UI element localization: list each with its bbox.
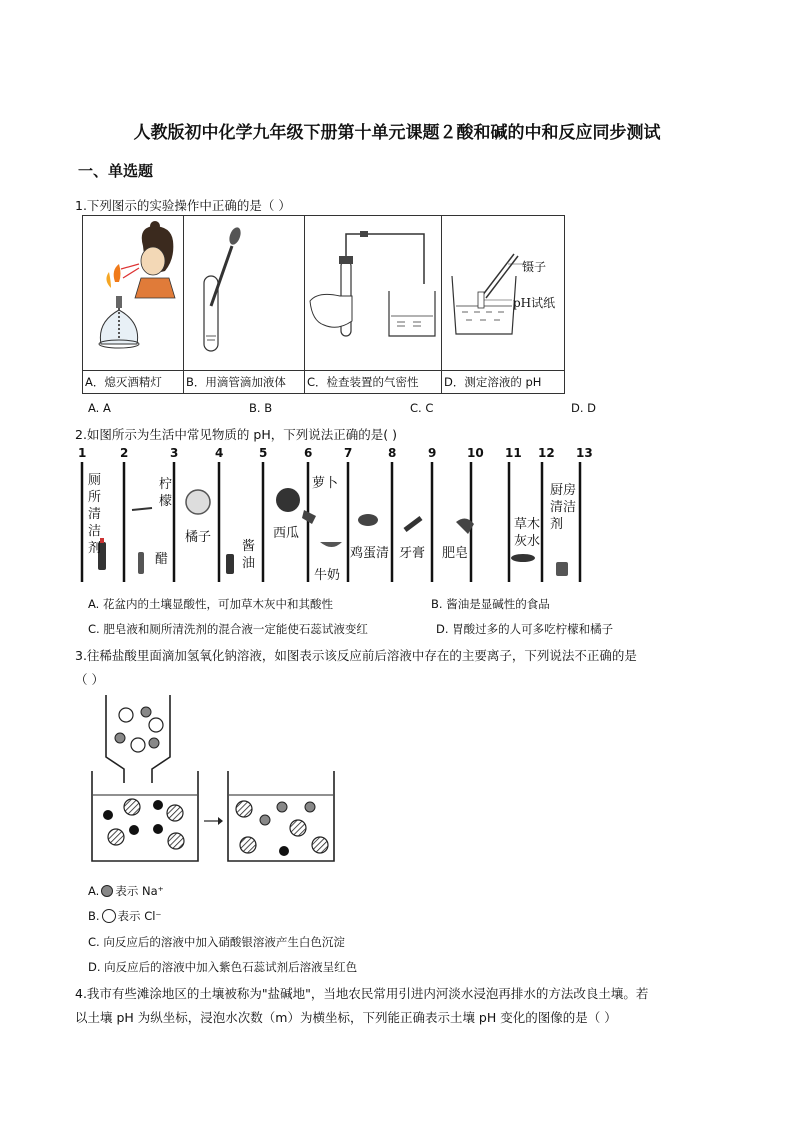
q1-option-d[interactable]: D. D bbox=[571, 401, 597, 415]
q3-option-d[interactable]: D. 向反应后的溶液中加入紫色石蕊试剂后溶液呈红色 bbox=[88, 960, 358, 974]
ph-tick: 11 bbox=[505, 446, 522, 460]
q3-stem-bracket: （ ） bbox=[75, 672, 104, 687]
ph-item-radish: 萝卜 bbox=[312, 476, 339, 491]
ph-item-kitchen-cleaner: 厨房清洁剂 bbox=[550, 483, 577, 532]
ph-item-toothpaste: 牙膏 bbox=[399, 546, 426, 561]
q2-option-b[interactable]: B. 酱油是显碱性的食品 bbox=[431, 597, 550, 611]
q1-figure-table bbox=[82, 215, 565, 394]
q3-reaction-figure bbox=[88, 695, 348, 865]
q3-stem: 3.往稀盐酸里面滴加氢氧化钠溶液，如图表示该反应前后溶液中存在的主要离子，下列说法不正确的是 bbox=[75, 648, 637, 663]
ph-tick: 4 bbox=[215, 446, 224, 460]
q3-option-c[interactable]: C. 向反应后的溶液中加入硝酸银溶液产生白色沉淀 bbox=[88, 935, 345, 949]
ph-measure-figure bbox=[442, 216, 564, 366]
q1-figure-a bbox=[83, 216, 184, 371]
ph-tick: 6 bbox=[304, 446, 313, 460]
ph-item-soy-sauce: 酱油 bbox=[242, 539, 256, 571]
ph-tick: 10 bbox=[467, 446, 484, 460]
section-heading: 一、单选题 bbox=[78, 162, 154, 180]
ph-item-lemon: 柠檬 bbox=[159, 477, 173, 509]
q1-option-c[interactable]: C. C bbox=[410, 401, 434, 415]
ph-tick: 9 bbox=[428, 446, 437, 460]
q2-option-d[interactable]: D. 胃酸过多的人可多吃柠檬和橘子 bbox=[436, 622, 614, 636]
ph-item-toilet-cleaner: 厕所清洁剂 bbox=[88, 473, 102, 556]
q2-stem: 2.如图所示为生活中常见物质的 pH，下列说法正确的是( ) bbox=[75, 427, 397, 442]
q2-ph-figure bbox=[78, 446, 598, 586]
ph-item-orange: 橘子 bbox=[185, 530, 212, 545]
q3-option-a[interactable] bbox=[88, 883, 164, 899]
dropper-tube-figure bbox=[184, 216, 304, 366]
q1-label-tweezers: 镊子 bbox=[522, 260, 547, 274]
q1-figure-b bbox=[184, 216, 305, 371]
q2-option-c[interactable]: C. 肥皂液和厕所清洗剂的混合液一定能使石蕊试液变红 bbox=[88, 622, 368, 636]
ph-tick: 12 bbox=[538, 446, 555, 460]
page-title: 人教版初中化学九年级下册第十单元课题２酸和碱的中和反应同步测试 bbox=[133, 123, 661, 143]
q1-caption-d: D．测定溶液的 pH bbox=[444, 375, 542, 389]
ph-tick: 3 bbox=[170, 446, 179, 460]
q1-figure-c bbox=[305, 216, 442, 371]
gray-circle-icon bbox=[101, 885, 113, 897]
q3-option-b-text: 表示 Cl⁻ bbox=[117, 909, 162, 923]
q2-option-a[interactable]: A. 花盆内的土壤显酸性，可加草木灰中和其酸性 bbox=[88, 597, 333, 611]
ph-tick: 8 bbox=[388, 446, 397, 460]
q3-option-b[interactable] bbox=[88, 908, 162, 924]
q1-stem: 1.下列图示的实验操作中正确的是（ ） bbox=[75, 198, 291, 213]
ph-tick: 2 bbox=[120, 446, 129, 460]
q1-label-ph-paper: pH试纸 bbox=[513, 296, 556, 310]
q1-caption-c: C．检查装置的气密性 bbox=[307, 375, 419, 389]
q3-option-b-prefix: B. bbox=[88, 909, 100, 923]
q4-stem-line1: 4.我市有些滩涂地区的土壤被称为"盐碱地"，当地农民常用引进内河淡水浸泡再排水的方法改良土壤。若 bbox=[75, 986, 649, 1001]
ph-item-watermelon: 西瓜 bbox=[273, 526, 300, 541]
q3-option-a-prefix: A. bbox=[88, 884, 100, 898]
ph-tick: 13 bbox=[576, 446, 593, 460]
q1-option-a[interactable]: A. A bbox=[88, 401, 111, 415]
ph-item-milk: 牛奶 bbox=[314, 568, 341, 583]
ph-item-plant-ash-water: 草木灰水 bbox=[514, 517, 541, 549]
q1-option-b[interactable]: B. B bbox=[249, 401, 273, 415]
alcohol-lamp-blowing-figure bbox=[83, 216, 183, 366]
ph-tick: 5 bbox=[259, 446, 268, 460]
ph-tick: 7 bbox=[344, 446, 353, 460]
ph-item-vinegar: 醋 bbox=[155, 552, 169, 567]
q1-caption-a: A．熄灭酒精灯 bbox=[85, 375, 162, 389]
q1-caption-b: B．用滴管滴加液体 bbox=[186, 375, 286, 389]
white-circle-icon bbox=[102, 909, 116, 923]
ph-tick: 1 bbox=[78, 446, 87, 460]
ph-item-egg-white: 鸡蛋清 bbox=[350, 546, 390, 561]
q1-figure-d bbox=[442, 216, 565, 371]
ph-item-soap: 肥皂 bbox=[442, 546, 469, 561]
q3-option-a-text: 表示 Na⁺ bbox=[115, 884, 164, 898]
airtightness-check-figure bbox=[305, 216, 441, 366]
q4-stem-line2: 以土壤 pH 为纵坐标，浸泡水次数（m）为横坐标，下列能正确表示土壤 pH 变化的图像的是（ ） bbox=[75, 1010, 617, 1025]
